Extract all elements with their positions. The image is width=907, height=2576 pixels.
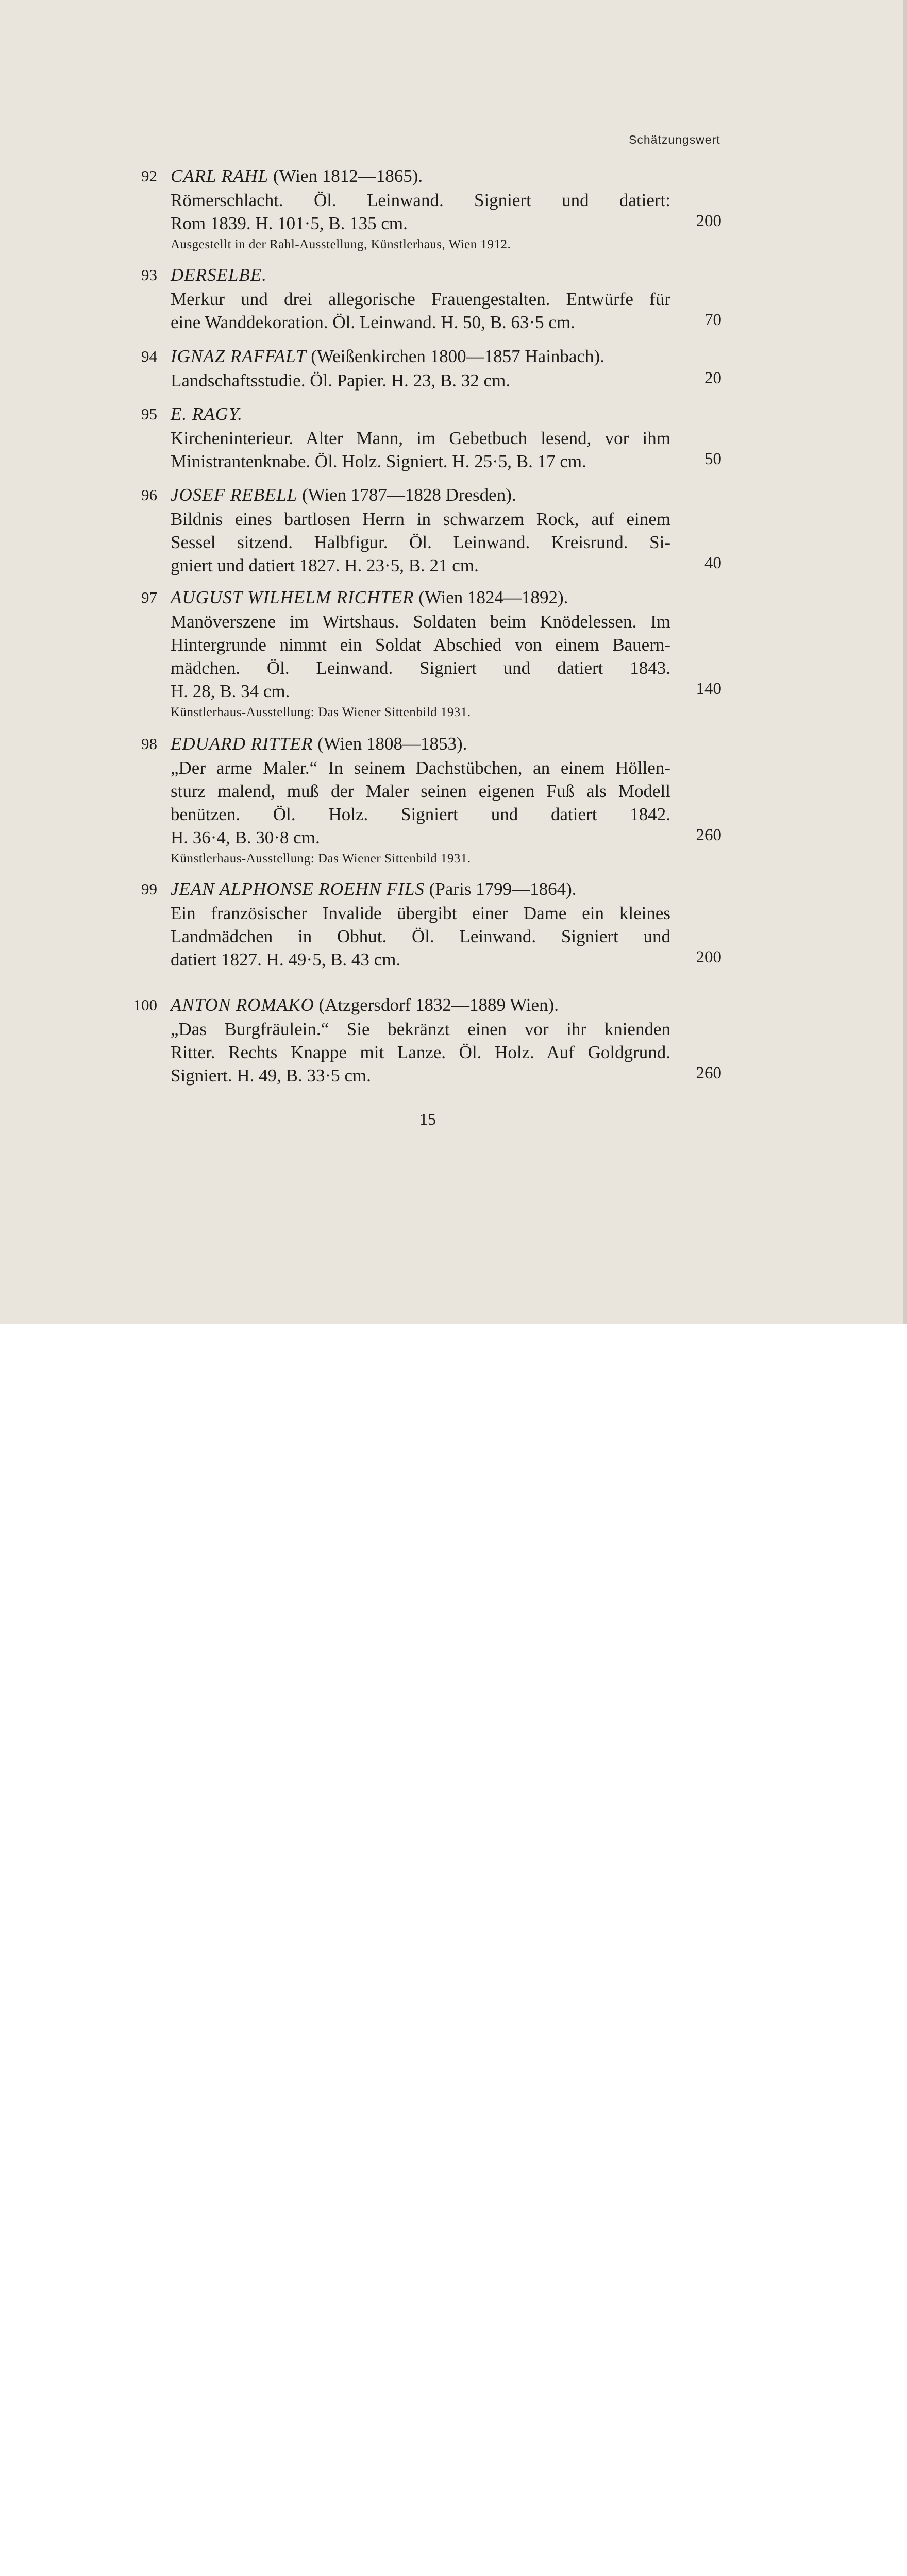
description-line: Ritter. Rechts Knappe mit Lanze. Öl. Holz. Auf Goldgrund. — [171, 1042, 670, 1062]
artist-info: (Wien 1812—1865). — [273, 166, 423, 186]
description-line: Ein französischer Invalide übergibt einer Dame ein kleines — [171, 903, 670, 923]
description-line: benützen. Öl. Holz. Signiert und datiert 1842. — [171, 804, 670, 824]
lot-number: 96 — [141, 486, 157, 504]
description-line: H. 28, B. 34 cm. — [171, 681, 290, 701]
description-line: „Das Burgfräulein.“ Sie bekränzt einen vor ihr knienden — [171, 1019, 670, 1039]
estimate-price: 260 — [696, 1064, 721, 1082]
lot-number: 92 — [141, 167, 157, 185]
artist-name: IGNAZ RAFFALT — [171, 346, 307, 366]
description-line: datiert 1827. H. 49·5, B. 43 cm. — [171, 950, 401, 970]
description-line: „Der arme Maler.“ In seinem Dachstübchen, an einem Höllen- — [171, 758, 670, 778]
artist-info: (Weißenkirchen 1800—1857 Hainbach). — [311, 346, 604, 366]
estimate-price: 140 — [696, 680, 721, 698]
description-line: Manöverszene im Wirtshaus. Soldaten beim Knödelessen. Im — [171, 612, 670, 632]
description-line: mädchen. Öl. Leinwand. Signiert und datiert 1843. — [171, 658, 670, 678]
exhibition-note: Künstlerhaus-Ausstellung: Das Wiener Sittenbild 1931. — [171, 852, 471, 866]
estimate-price: 50 — [704, 450, 721, 468]
estimate-price: 20 — [704, 369, 721, 387]
description-line: Landmädchen in Obhut. Öl. Leinwand. Signiert und — [171, 926, 670, 946]
artist-info: (Paris 1799—1864). — [429, 879, 577, 899]
description-line: gniert und datiert 1827. H. 23·5, B. 21 cm. — [171, 555, 479, 575]
artist-name: EDUARD RITTER — [171, 734, 313, 754]
artist-name: ANTON ROMAKO — [171, 995, 314, 1015]
description-line: Kircheninterieur. Alter Mann, im Gebetbuch lesend, vor ihm — [171, 428, 670, 448]
description-line: H. 36·4, B. 30·8 cm. — [171, 827, 320, 848]
description-line: Landschaftsstudie. Öl. Papier. H. 23, B. 32 cm. — [171, 370, 511, 391]
artist-name: AUGUST WILHELM RICHTER — [171, 587, 414, 607]
description-line: Bildnis eines bartlosen Herrn in schwarzem Rock, auf einem — [171, 509, 670, 529]
description-line: Sessel sitzend. Halbfigur. Öl. Leinwand. Kreisrund. Si- — [171, 532, 670, 552]
exhibition-note: Künstlerhaus-Ausstellung: Das Wiener Sittenbild 1931. — [171, 705, 471, 719]
artist-info: (Wien 1824—1892). — [418, 587, 568, 607]
page-number: 15 — [419, 1110, 436, 1128]
description-line: Ministrantenknabe. Öl. Holz. Signiert. H. 25·5, B. 17 cm. — [171, 451, 586, 471]
lot-number: 94 — [141, 347, 157, 365]
lot-number: 97 — [141, 588, 157, 606]
estimate-price: 260 — [696, 826, 721, 844]
lot-number: 95 — [141, 405, 157, 423]
artist-name: JEAN ALPHONSE ROEHN FILS — [171, 879, 425, 899]
lot-number: 98 — [141, 735, 157, 753]
artist-name: E. RAGY. — [171, 404, 243, 424]
estimate-column-header: Schätzungswert — [629, 133, 720, 146]
exhibition-note: Ausgestellt in der Rahl-Ausstellung, Künstlerhaus, Wien 1912. — [171, 238, 511, 251]
description-line: Hintergrunde nimmt ein Soldat Abschied von einem Bauern- — [171, 635, 670, 655]
artist-info: (Atzgersdorf 1832—1889 Wien). — [318, 995, 559, 1015]
description-line: Merkur und drei allegorische Frauengestalten. Entwürfe für — [171, 289, 670, 309]
artist-info: (Wien 1808—1853). — [317, 734, 467, 754]
artist-name: JOSEF REBELL — [171, 485, 298, 505]
lot-number: 93 — [141, 266, 157, 284]
estimate-price: 200 — [696, 212, 721, 230]
artist-info: (Wien 1787—1828 Dresden). — [302, 485, 516, 505]
description-line: sturz malend, muß der Maler seinen eigenen Fuß als Modell — [171, 781, 670, 801]
lot-number: 99 — [141, 880, 157, 898]
description-line: eine Wanddekoration. Öl. Leinwand. H. 50, B. 63·5 cm. — [171, 312, 575, 332]
description-line: Römerschlacht. Öl. Leinwand. Signiert und datiert: — [171, 190, 670, 210]
digitization-footer — [0, 1324, 907, 1391]
lot-number: 100 — [133, 996, 157, 1014]
description-line: Signiert. H. 49, B. 33·5 cm. — [171, 1065, 371, 1086]
artist-name: DERSELBE. — [171, 265, 267, 285]
artist-name: CARL RAHL — [171, 166, 269, 186]
estimate-price: 200 — [696, 948, 721, 967]
estimate-price: 70 — [704, 311, 721, 329]
estimate-price: 40 — [704, 554, 721, 572]
description-line: Rom 1839. H. 101·5, B. 135 cm. — [171, 213, 408, 233]
page-edge — [903, 0, 907, 1324]
